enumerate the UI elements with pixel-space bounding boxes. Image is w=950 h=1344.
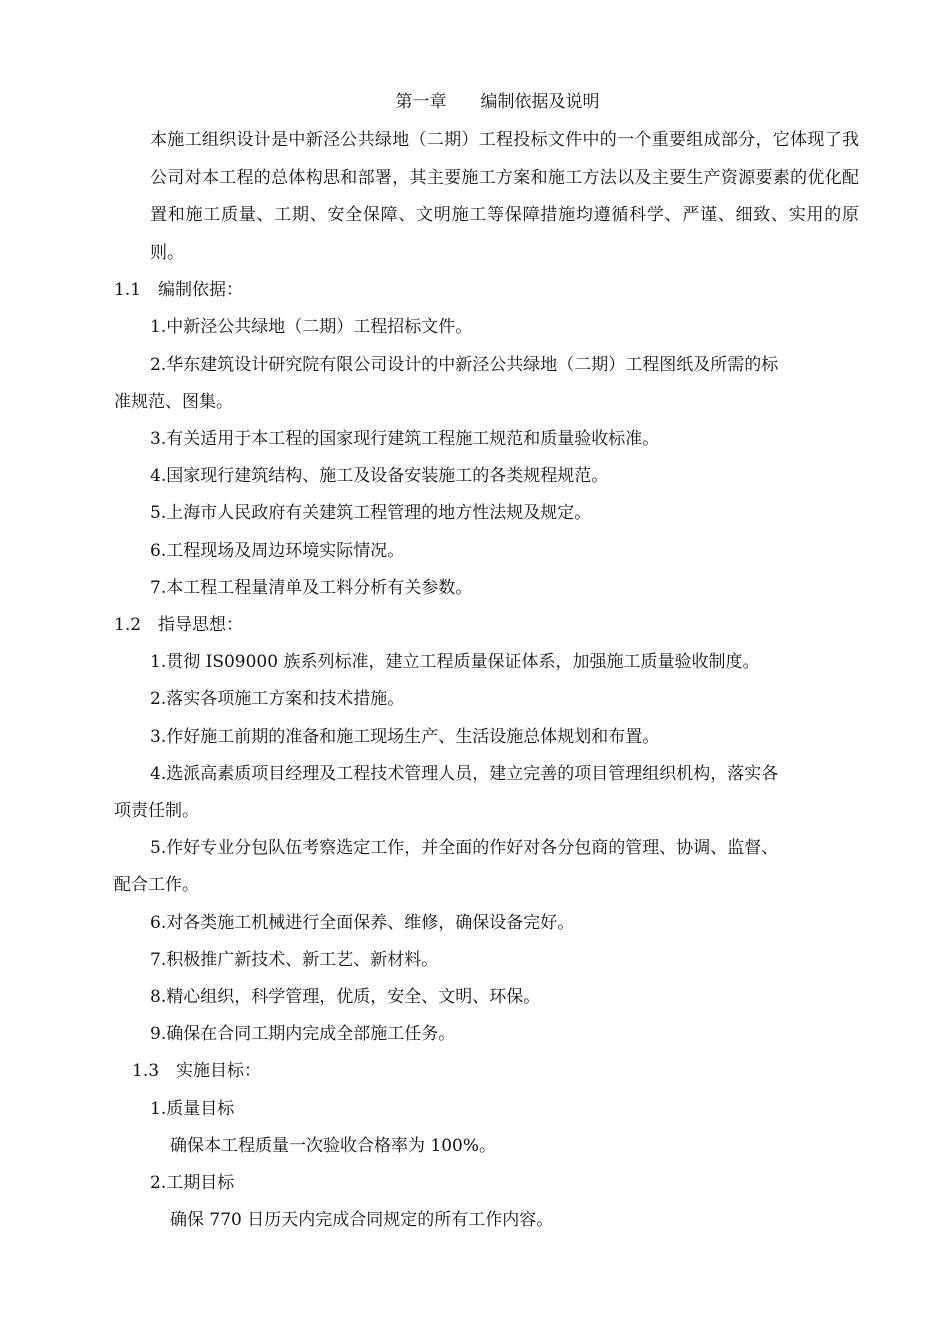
section-heading-1-1: 1.1 编制依据： (114, 280, 244, 300)
list-item: 9.确保在合同工期内完成全部施工任务。 (150, 1024, 456, 1044)
list-item: 6.对各类施工机械进行全面保养、维修，确保设备完好。 (150, 913, 575, 933)
section-heading-1-2: 1.2 指导思想： (114, 615, 244, 635)
list-item: 2.工期目标 (150, 1173, 235, 1193)
list-item: 5.上海市人民政府有关建筑工程管理的地方性法规及规定。 (150, 503, 592, 523)
list-item: 4.选派高素质项目经理及工程技术管理人员，建立完善的项目管理组织机构，落实各 (150, 764, 779, 784)
list-item-continuation: 准规范、图集。 (114, 392, 233, 412)
list-item-continuation: 项责任制。 (114, 801, 199, 821)
list-item: 3.有关适用于本工程的国家现行建筑工程施工规范和质量验收标准。 (150, 429, 660, 449)
list-item: 8.精心组织，科学管理，优质，安全、文明、环保。 (150, 987, 541, 1007)
list-item: 7.本工程工程量清单及工料分析有关参数。 (150, 578, 473, 598)
list-item: 1.质量目标 (150, 1099, 235, 1119)
chapter-title: 第一章 编制依据及说明 (395, 92, 600, 112)
section-heading-1-3: 1.3 实施目标： (132, 1061, 262, 1081)
list-item: 2.华东建筑设计研究院有限公司设计的中新泾公共绿地（二期）工程图纸及所需的标 (150, 355, 779, 375)
intro-text: 本施工组织设计是中新泾公共绿地（二期）工程投标文件中的一个重要组成部分，它体现了我公司对本工程的总体构思和部署，其主要施工方案和施工方法以及主要生产资源要素的优化配置和施工质量、工期、安全保障、文明施工等保障措施均遵循科学、严谨、细致、实用的原则。 (150, 130, 859, 263)
intro-paragraph (114, 122, 859, 272)
list-item: 1.贯彻 IS09000 族系列标准，建立工程质量保证体系，加强施工质量验收制度。 (150, 652, 760, 672)
list-item: 3.作好施工前期的准备和施工现场生产、生活设施总体规划和布置。 (150, 727, 660, 747)
goal-text: 确保 770 日历天内完成合同规定的所有工作内容。 (170, 1210, 554, 1230)
list-item: 7.积极推广新技术、新工艺、新材料。 (150, 950, 439, 970)
list-item: 1.中新泾公共绿地（二期）工程招标文件。 (150, 317, 473, 337)
goal-text: 确保本工程质量一次验收合格率为 100%。 (170, 1136, 497, 1156)
list-item-continuation: 配合工作。 (114, 875, 199, 895)
list-item: 4.国家现行建筑结构、施工及设备安装施工的各类规程规范。 (150, 466, 609, 486)
list-item: 5.作好专业分包队伍考察选定工作，并全面的作好对各分包商的管理、协调、监督、 (150, 838, 779, 858)
list-item: 6.工程现场及周边环境实际情况。 (150, 541, 405, 561)
list-item: 2.落实各项施工方案和技术措施。 (150, 689, 405, 709)
